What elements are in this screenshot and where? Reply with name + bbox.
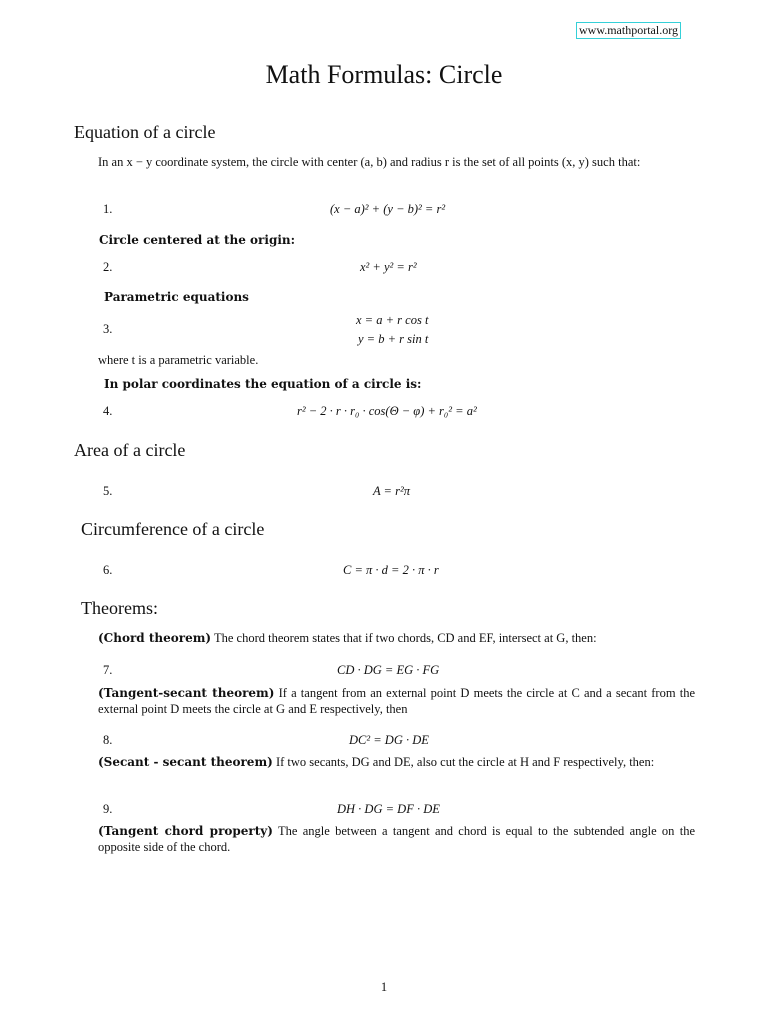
heading-area: Area of a circle — [74, 440, 186, 460]
heading-circumference: Circumference of a circle — [81, 519, 265, 539]
page-title: Math Formulas: Circle — [265, 60, 503, 89]
heading-theorems: Theorems: — [81, 598, 158, 618]
chord-theorem-text: The chord theorem states that if two chords, CD and EF, intersect at G, then: — [211, 631, 597, 645]
secant-secant-title: (Secant - secant theorem) — [98, 755, 273, 769]
formula-3b: y = b + r sin t — [358, 332, 429, 346]
formula-4: r² − 2 · r · r₀ · cos(Θ − φ) + r₀² = a² — [297, 404, 477, 418]
parametric-note: where t is a parametric variable. — [98, 353, 259, 367]
secant-secant-theorem — [98, 754, 695, 770]
formula-1-number: 1. — [103, 202, 113, 216]
formula-8-number: 8. — [103, 733, 113, 747]
chord-theorem-title: (Chord theorem) — [98, 631, 212, 645]
formula-5-number: 5. — [103, 484, 113, 498]
formula-9-number: 9. — [103, 802, 113, 816]
tangent-chord-property — [98, 823, 695, 855]
formula-7: CD · DG = EG · FG — [337, 663, 440, 677]
mathportal-link[interactable]: www.mathportal.org — [576, 22, 681, 39]
tangent-secant-theorem — [98, 685, 695, 717]
formula-1: (x − a)² + (y − b)² = r² — [330, 202, 446, 216]
formula-2: x² + y² = r² — [360, 260, 417, 274]
origin-label: Circle centered at the origin: — [99, 233, 296, 247]
tangent-chord-title: (Tangent chord property) — [98, 824, 273, 838]
formula-6-number: 6. — [103, 563, 113, 577]
formula-7-number: 7. — [103, 663, 113, 677]
formula-5: A = r²π — [373, 484, 410, 498]
formula-6: C = π · d = 2 · π · r — [343, 563, 439, 577]
formula-9: DH · DG = DF · DE — [337, 802, 440, 816]
formula-4-number: 4. — [103, 404, 113, 418]
equation-intro: In an x − y coordinate system, the circle with center (a, b) and radius r is the set of all points (x, y) such that: — [98, 155, 641, 169]
parametric-label: Parametric equations — [104, 290, 249, 304]
formula-3-number: 3. — [103, 322, 113, 336]
tangent-chord-text: The angle between a tangent and chord is equal to the subtended angle on the opposite side of the chord. — [98, 824, 695, 854]
heading-equation: Equation of a circle — [74, 122, 216, 142]
formula-2-number: 2. — [103, 260, 113, 274]
polar-label: In polar coordinates the equation of a circle is: — [104, 377, 422, 391]
secant-secant-text: If two secants, DG and DE, also cut the circle at H and F respectively, then: — [272, 755, 655, 769]
tangent-secant-title: (Tangent-secant theorem) — [98, 686, 275, 700]
formula-3a: x = a + r cos t — [356, 313, 429, 327]
chord-theorem — [98, 630, 695, 646]
tangent-secant-text: If a tangent from an external point D meets the circle at C and a secant from the external point D meets the circle at G and E respectively, then — [98, 686, 695, 716]
formula-8: DC² = DG · DE — [349, 733, 429, 747]
page-number: 1 — [380, 980, 388, 994]
